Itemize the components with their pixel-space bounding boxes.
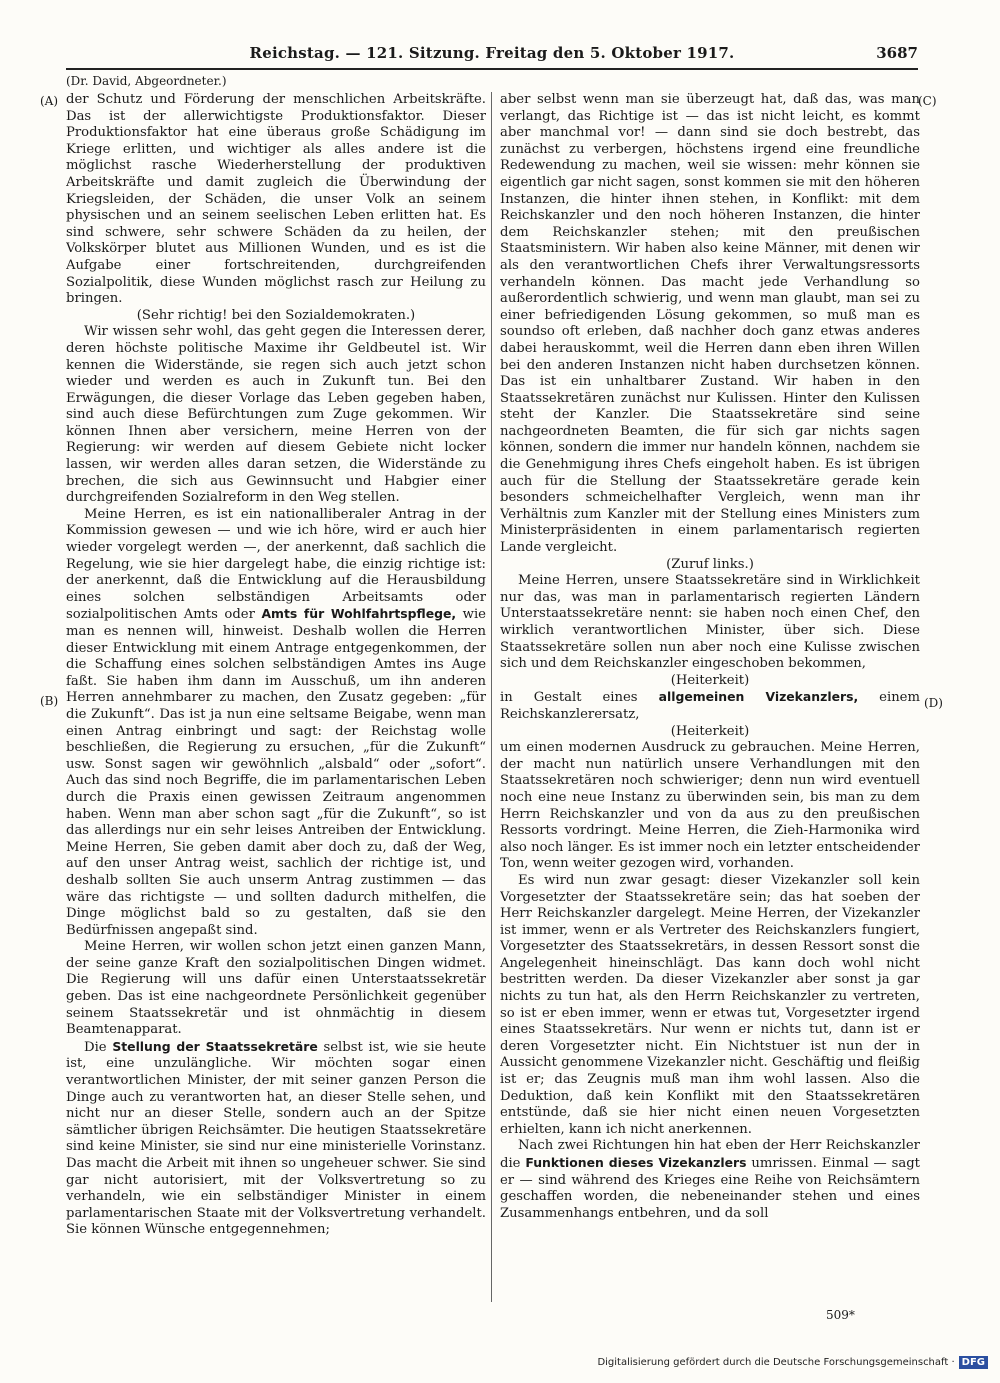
column-divider	[491, 92, 492, 1302]
paragraph: Wir wissen sehr wohl, das geht gegen die Interessen derer, deren höchste politische Maxime ihr Geldbeutel ist. Wir kennen die Widerstände, sie regen sich auch jetzt schon wieder und werden es auch in Zukunft tun. Bei den Erwägungen, die dieser Vorlage das Leben gegeben haben, sind auch diese Befürchtungen zum Zuge gekommen. Wir können Ihnen aber versichern, meine Herren von der Regierung: wir werden auf diesem Gebiete nicht locker lassen, wir werden alles daran setzen, die Widerstände zu brechen, die sich aus Gewinnsucht und Habgier einer durchgreifenden Sozialreform in den Weg stellen.	[66, 324, 486, 506]
margin-marker-c: (C)	[918, 94, 937, 108]
page-header	[66, 44, 918, 66]
signature-mark: 509*	[826, 1308, 855, 1322]
text-run: Die	[84, 1039, 107, 1055]
emphasis-term: Stellung der Staatssekretäre	[112, 1038, 318, 1054]
paragraph: Meine Herren, unsere Staatssekretäre sind in Wirklichkeit nur das, was man in parlamentarisch regierten Ländern Unterstaatssekretäre nennt: sie haben noch einen Chef, den wirklich verantwortlichen Minister, über sich. Diese Staatssekretäre sollen nun aber noch eine Kulisse zwischen sich und dem Reichskanzler eingeschoben bekommen,	[500, 573, 920, 672]
paragraph: Es wird nun zwar gesagt: dieser Vizekanzler soll kein Vorgesetzter der Staatssekretäre sein; das hat soeben der Herr Reichskanzler dargelegt. Meine Herren, der Vizekanzler ist immer, wenn er als Vertreter des Reichskanzlers fungiert, Vorgesetzter des Staatssekretärs, in dessen Ressort sonst die Angelegenheit hineinschlägt. Das kann doch wohl nicht bestritten werden. Da dieser Vizekanzler aber sonst ja gar nichts zu tun hat, als den Herrn Reichskanzler zu vertreten, so ist er eben immer, wenn er etwas tut, Vorgesetzter irgend eines Staatssekretärs. Nur wenn er nichts tut, dann ist er deren Vorgesetzter nicht. Ein Nichtstuer ist nun der in Aussicht genommene Vizekanzler nicht. Geschäftig und fleißig ist er; das Zeugnis muß man ihm wohl lassen. Also die Deduktion, daß kein Konflikt mit den Staatssekretären entstünde, daß sie hier nicht einen neuen Vorgesetzten erhielten, kann ich nicht anerkennen.	[500, 872, 920, 1137]
paragraph: der Schutz und Förderung der menschlichen Arbeitskräfte. Das ist der allerwichtigste Produktionsfaktor. Dieser Produktionsfaktor hat eine überaus große Schädigung im Kriege erlitten, und wichtiger als alles andere ist die möglichst rasche Wiederherstellung der produktiven Arbeitskräfte und damit zugleich die Überwindung der Kriegsleiden, der Schäden, die unser Volk an seinem physischen und an seinem seelischen Leben erlitten hat. Es sind schwere, sehr schwere Schäden da zu heilen, der Volkskörper blutet aus Millionen Wunden, und es ist die Aufgabe einer fortschreitenden, durchgreifenden Sozialpolitik, diese Wunden möglichst rasch zur Heilung zu bringen.	[66, 92, 486, 307]
text-run: umrissen. Einmal — sagt er — sind während des Krieges eine Reihe von Reichsämtern geschaffen worden, die nebeneinander stehen und eines Zusammenhangs entbehren, und da soll	[500, 1156, 920, 1221]
paragraph	[500, 1138, 920, 1222]
page-title: Reichstag. — 121. Sitzung. Freitag den 5. Oktober 1917.	[249, 44, 735, 62]
header-rule	[66, 68, 918, 70]
margin-marker-b: (B)	[40, 694, 59, 708]
paragraph	[66, 1039, 486, 1239]
right-column	[500, 92, 920, 1302]
interjection: (Heiterkeit)	[670, 672, 750, 688]
emphasis-term: allgemeinen Vizekanzlers,	[658, 689, 859, 705]
interjection: (Heiterkeit)	[670, 723, 750, 739]
text-run: wie man es nennen will, hinweist. Deshalb wollen die Herren dieser Entwicklung mit einem Antrage entgegenkommen, der die Schaffung eines solchen selbständigen Amtes ins Auge faßt. Sie haben ihm dann im Ausschuß, um ihn anderen Herren annehmbarer zu machen, den Zusatz gegeben: „für die Zukunft“. Das ist ja nun eine seltsame Beigabe, wenn man einen Antrag einbringt und sagt: der Reichstag wolle beschließen, die Regierung zu ersuchen, „für die Zukunft“ usw. Sonst sagen wir gewöhnlich „alsbald“ oder „sofort“. Auch das sind noch Begriffe, die im parlamentarischen Leben durch die Praxis einen gewissen Zeitraum angenommen haben. Wenn man aber schon sagt „für die Zukunft“, so ist das allerdings nur ein sehr leises Antreiben der Entwicklung. Meine Herren, Sie geben damit aber doch zu, daß der Weg, auf den unser Antrag weist, sachlich der richtige ist, und deshalb sollten Sie auch unserm Antrag zustimmen — das wäre das richtigste — und sollten dadurch mithelfen, die Dinge möglichst bald so zu gestalten, daß sie den Bedürfnissen angepaßt sind.	[66, 607, 486, 938]
text-run: Nach zwei Richtungen hin hat eben der Herr Reichskanzler die	[500, 1138, 920, 1171]
interjection: (Sehr richtig! bei den Sozialdemokraten.)	[136, 307, 416, 323]
margin-marker-a: (A)	[40, 94, 59, 108]
text-run: einem Reichskanzlerersatz,	[500, 690, 920, 722]
interjection: (Zuruf links.)	[666, 556, 754, 572]
paragraph: Meine Herren, wir wollen schon jetzt einen ganzen Mann, der seine ganze Kraft den sozialpolitischen Dingen widmet. Die Regierung will uns dafür einen Unterstaatssekretär geben. Das ist eine nachgeordnete Persönlichkeit gegenüber seinem Staatssekretär und ist ohnmächtig in diesem Beamtenapparat.	[66, 939, 486, 1038]
margin-marker-d: (D)	[924, 696, 943, 710]
text-run: in Gestalt eines	[500, 690, 638, 706]
paragraph	[500, 689, 920, 723]
paragraph	[66, 507, 486, 939]
page-number: 3687	[876, 44, 918, 62]
emphasis-term: Funktionen dieses Vizekanzlers	[525, 1155, 747, 1170]
digitization-footer	[597, 1356, 988, 1369]
footer-text: Digitalisierung gefördert durch die Deutsche Forschungsgemeinschaft ·	[597, 1357, 955, 1368]
left-column	[66, 92, 486, 1302]
text-run: Meine Herren, es ist ein nationalliberaler Antrag in der Kommission gewesen — und wie ich höre, wird er auch hier wieder vorgelegt werden —, der anerkennt, daß sachlich die Regelung, wie sie hier dargelegt habe, die einzig richtige ist: der anerkennt, daß die Entwicklung auf die Herausbildung eines solchen selbständigen Arbeitsamts oder sozialpolitischen Amts oder	[66, 506, 486, 623]
dfg-logo-icon: DFG	[959, 1356, 988, 1369]
text-run: selbst ist, wie sie heute ist, eine unzulängliche. Wir möchten sogar einen verantwortlichen Minister, der mit seiner ganzen Person die Dinge auch zu verantworten hat, an dieser Stelle sehen, und nicht nur an dieser Stelle, sondern auch an der Spitze sämtlicher übrigen Reichsämter. Die heutigen Staatssekretäre sind keine Minister, sie sind nur eine ministerielle Vorinstanz. Das macht die Arbeit mit ihnen so ungeheuer schwer. Sie sind gar nicht autorisiert, mit der Volksvertretung so zu verhandeln, wie ein selbständiger Minister in einem parlamentarischen Staate mit der Volksvertretung verhandelt. Sie können Wünsche entgegennehmen;	[66, 1039, 486, 1238]
emphasis-term: Amts für Wohlfahrtspflege,	[261, 606, 457, 622]
speaker-label: (Dr. David, Abgeordneter.)	[66, 74, 227, 88]
paragraph: um einen modernen Ausdruck zu gebrauchen. Meine Herren, der macht nun natürlich unsere Verhandlungen mit den Staatssekretären noch schwieriger; denn nun wird eventuell noch eine neue Instanz zu überwinden sein, bis man zu dem Herrn Reichskanzler und von da aus zu den preußischen Ressorts vordringt. Meine Herren, die Zieh-Harmonika wird also noch länger. Es ist immer noch ein letzter entscheidender Ton, wenn weiter gezogen wird, vorhanden.	[500, 740, 920, 872]
paragraph: aber selbst wenn man sie überzeugt hat, daß das, was man verlangt, das Richtige ist — das ist nicht leicht, es kommt aber manchmal vor! — dann sind sie doch bestrebt, das zunächst zu verbergen, höchstens irgend eine freundliche Redewendung zu machen, weil sie wissen: mehr können sie eigentlich gar nicht sagen, sonst kommen sie mit den höheren Instanzen, die hinter ihnen stehen, in Konflikt: mit dem Reichskanzler und den noch höheren Instanzen, die hinter dem Reichskanzler stehen; mit den preußischen Staatsministern. Wir haben also keine Männer, mit denen wir als den verantwortlichen Chefs ihrer Verwaltungsressorts verhandeln können. Das macht jede Verhandlung so außerordentlich schwierig, und wenn man glaubt, man sei zu einer befriedigenden Lösung gekommen, so muß man es soundso oft erleben, daß nachher doch ganz etwas anderes dabei herauskommt, weil die Herren dann eben ihren Willen bei den anderen Instanzen nicht haben durchsetzen können. Das ist ein unhaltbarer Zustand. Wir haben in den Staatssekretären zunächst nur Kulissen. Hinter den Kulissen steht der Kanzler. Die Staatssekretäre sind seine nachgeordneten Beamten, die für sich gar nichts sagen können, sondern die immer nur handeln können, nachdem sie die Genehmigung ihres Chefs eingeholt haben. Es ist übrigen auch für die Stellung der Staatssekretäre gerade kein besonders schmeichelhafter Vergleich, wenn man ihr Verhältnis zum Kanzler mit der Stellung eines Ministers zum Ministerpräsidenten in einem parlamentarisch regierten Lande vergleicht.	[500, 92, 920, 556]
